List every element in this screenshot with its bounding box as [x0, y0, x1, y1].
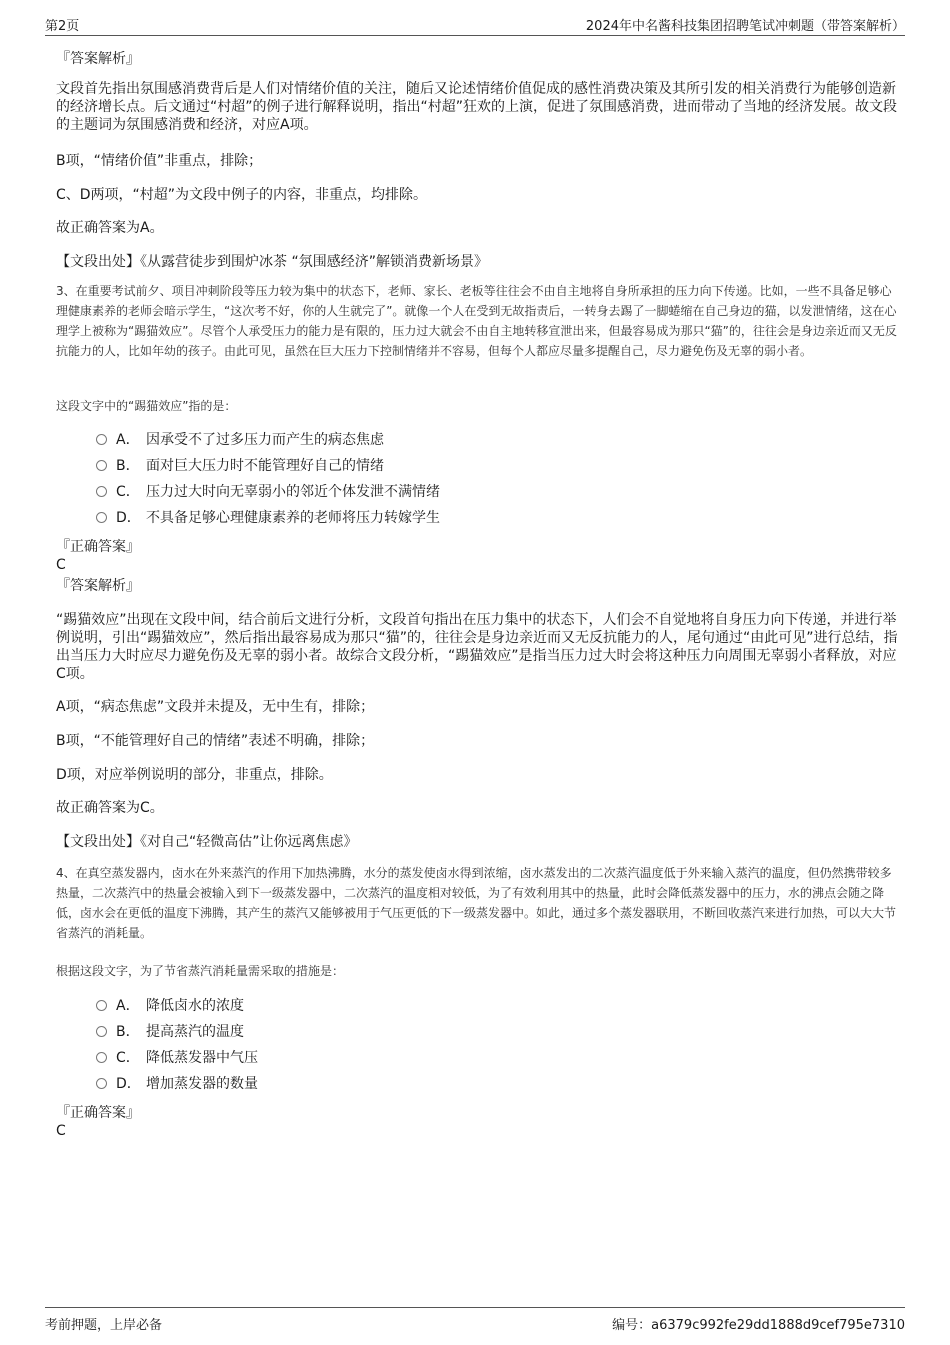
radio-icon[interactable] — [96, 1026, 107, 1037]
option-a[interactable]: A． 降低卤水的浓度 — [96, 997, 244, 1015]
question-prompt: 这段文字中的“踢猫效应”指的是： — [56, 399, 237, 413]
radio-icon[interactable] — [96, 1000, 107, 1011]
correct-answer-value: C — [56, 557, 66, 573]
correct-answer-label: 『正确答案』 — [56, 539, 140, 555]
analysis-paragraph: B项，“不能管理好自己的情绪”表述不明确，排除； — [56, 733, 375, 749]
source-citation: 【文段出处】《对自己“轻微高估”让你远离焦虑》 — [56, 834, 358, 850]
question-passage: 4、在真空蒸发器内，卤水在外来蒸汽的作用下加热沸腾，水分的蒸发使卤水得到浓缩，卤水蒸发出的二次蒸汽温度低于外来输入蒸汽的温度，但仍然携带较多热量，二次蒸汽中的热量会被输入到下一级蒸发器中，二次蒸汽的温度相对较低，为了有效利用其中的热量，此时会降低蒸发器中的压力，水的沸点会随之降低，卤水会在更低的温度下沸腾，其产生的蒸汽又能够被用于气压更低的下一级蒸发器中。如此，通过多个蒸发器联用，不断回收蒸汽来进行加热，可以大大节省蒸汽的消耗量。 — [56, 866, 897, 940]
option-a[interactable]: A． 因承受不了过多压力而产生的病态焦虑 — [96, 431, 384, 449]
page-header — [45, 13, 905, 36]
analysis-paragraph: A项，“病态焦虑”文段并未提及，无中生有，排除； — [56, 699, 375, 715]
analysis-label: 『答案解析』 — [56, 578, 140, 594]
option-d[interactable]: D． 增加蒸发器的数量 — [96, 1075, 258, 1093]
correct-answer-label: 『正确答案』 — [56, 1105, 140, 1121]
analysis-paragraph: “踢猫效应”出现在文段中间，结合前后文进行分析，文段首句指出在压力集中的状态下，人们会不自觉地将自身压力向下传递，并进行举例说明，引出“踢猫效应”，然后指出最容易成为那只“猫”的，往往会是身边亲近而又无反抗能力的人，尾句通过“由此可见”进行总结，指出当压力大时应尽力避免伤及无辜的弱小者。故综合文段分析，“踢猫效应”是指当压力过大时会将这种压力向周围无辜弱小者释放，对应C项。 — [56, 612, 898, 682]
document-title: 2024年中名酱科技集团招聘笔试冲刺题（带答案解析） — [585, 19, 905, 34]
footer-slogan: 考前押题，上岸必备 — [45, 1318, 163, 1333]
radio-icon[interactable] — [96, 460, 107, 471]
analysis-paragraph: C、D两项，“村超”为文段中例子的内容，非重点，均排除。 — [56, 187, 428, 203]
radio-icon[interactable] — [96, 1078, 107, 1089]
radio-icon[interactable] — [96, 434, 107, 445]
radio-icon[interactable] — [96, 512, 107, 523]
radio-icon[interactable] — [96, 486, 107, 497]
analysis-paragraph: 文段首先指出氛围感消费背后是人们对情绪价值的关注，随后又论述情绪价值促成的感性消费决策及其所引发的相关消费行为能够创造新的经济增长点。后文通过“村超”的例子进行解释说明，指出“村超”狂欢的上演，促进了氛围感消费，进而带动了当地的经济发展。故文段的主题词为氛围感消费和经济，对应A项。 — [56, 81, 898, 133]
page-number: 第2页 — [45, 19, 80, 34]
analysis-paragraph: D项，对应举例说明的部分，非重点，排除。 — [56, 767, 333, 783]
analysis-label: 『答案解析』 — [56, 51, 140, 67]
question-passage: 3、在重要考试前夕、项目冲刺阶段等压力较为集中的状态下，老师、家长、老板等往往会不由自主地将自身所承担的压力向下传递。比如，一些不具备足够心理健康素养的老师会暗示学生，“这次考不好，你的人生就完了”。就像一个人在受到无故指责后，一转身去踢了一脚蜷缩在自己身边的猫，以发泄情绪，这在心理学上被称为“踢猫效应”。尽管个人承受压力的能力是有限的，压力过大就会不由自主地转移宣泄出来，但最容易成为那只“猫”的，往往会是身边亲近而又无反抗能力的人，比如年幼的孩子。由此可见，虽然在巨大压力下控制情绪并不容易，但每个人都应尽量多提醒自己，尽力避免伤及无辜的弱小者。 — [56, 284, 897, 358]
option-d[interactable]: D． 不具备足够心理健康素养的老师将压力转嫁学生 — [96, 509, 440, 527]
radio-icon[interactable] — [96, 1052, 107, 1063]
document-code: 编号：a6379c992fe29dd1888d9cef795e7310 — [612, 1318, 905, 1333]
question-prompt: 根据这段文字，为了节省蒸汽消耗量需采取的措施是： — [56, 964, 345, 978]
option-c[interactable]: C． 降低蒸发器中气压 — [96, 1049, 258, 1067]
page-footer — [45, 1307, 905, 1333]
option-b[interactable]: B． 提高蒸汽的温度 — [96, 1023, 244, 1041]
analysis-paragraph: B项，“情绪价值”非重点，排除； — [56, 153, 263, 169]
answer-statement: 故正确答案为C。 — [56, 800, 164, 816]
source-citation: 【文段出处】《从露营徒步到围炉冰茶 “氛围感经济”解锁消费新场景》 — [56, 254, 488, 270]
answer-statement: 故正确答案为A。 — [56, 220, 164, 236]
correct-answer-value: C — [56, 1123, 66, 1139]
option-c[interactable]: C． 压力过大时向无辜弱小的邻近个体发泄不满情绪 — [96, 483, 440, 501]
option-b[interactable]: B． 面对巨大压力时不能管理好自己的情绪 — [96, 457, 384, 475]
